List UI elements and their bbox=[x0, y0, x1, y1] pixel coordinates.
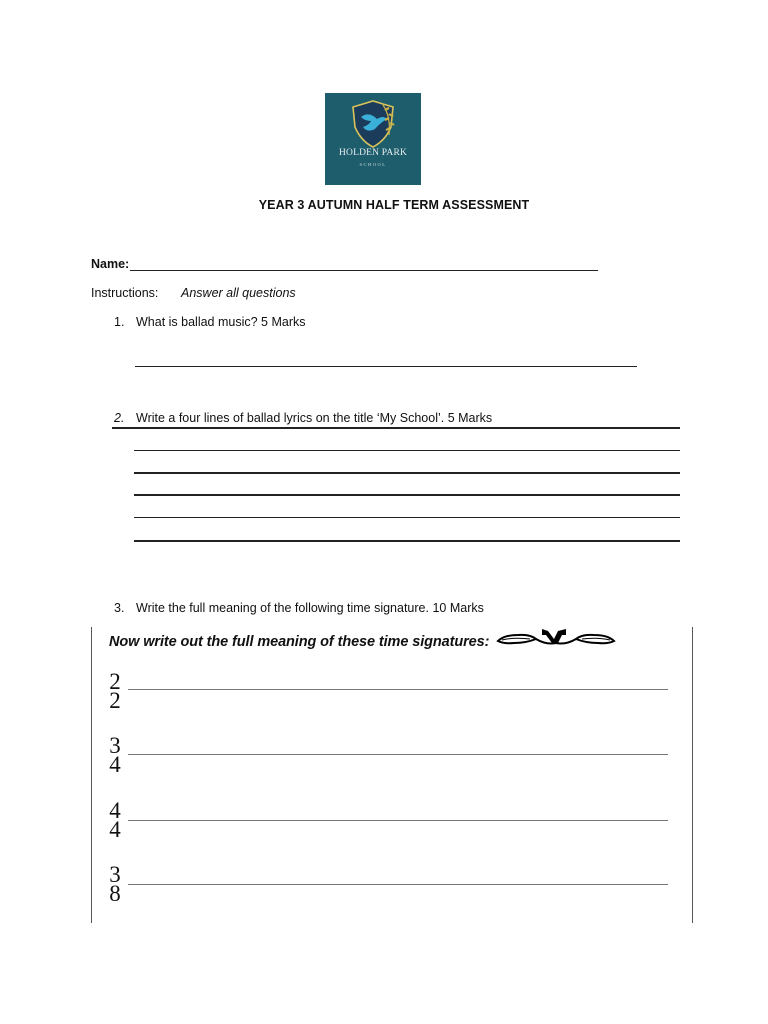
question-2-answer-line[interactable] bbox=[134, 517, 680, 518]
time-signature bbox=[107, 862, 123, 906]
question-2-answer-line[interactable] bbox=[134, 540, 680, 542]
time-signature-answer-line[interactable] bbox=[128, 884, 668, 885]
logo-school-name: HOLDEN PARK bbox=[338, 148, 408, 158]
question-2-answer-line[interactable] bbox=[112, 427, 680, 429]
question-2-answer-line[interactable] bbox=[134, 472, 680, 474]
question-1-answer-line[interactable] bbox=[135, 366, 637, 367]
question-3-number: 3. bbox=[114, 601, 125, 615]
time-signature-bottom: 8 bbox=[109, 881, 121, 906]
time-signature-answer-line[interactable] bbox=[128, 754, 668, 755]
time-signature-bottom: 2 bbox=[109, 688, 121, 713]
time-signature-top: 3 bbox=[109, 733, 121, 758]
question-1-text: What is ballad music? 5 Marks bbox=[136, 315, 306, 329]
question-2-text: Write a four lines of ballad lyrics on the title ‘My School’. 5 Marks bbox=[136, 411, 493, 425]
name-label: Name: bbox=[91, 257, 130, 271]
question-1-number: 1. bbox=[114, 315, 125, 329]
time-signature bbox=[107, 669, 123, 713]
question-2-number: 2. bbox=[114, 411, 125, 425]
time-signature-top: 2 bbox=[109, 669, 121, 694]
instructions-text: Answer all questions bbox=[181, 286, 296, 300]
school-logo bbox=[325, 93, 421, 185]
hands-illustration-icon bbox=[496, 627, 618, 651]
time-signature-answer-line[interactable] bbox=[128, 820, 668, 821]
page-title: YEAR 3 AUTUMN HALF TERM ASSESSMENT bbox=[258, 198, 530, 212]
time-signature-bottom: 4 bbox=[109, 752, 121, 777]
time-signature-top: 4 bbox=[109, 798, 121, 823]
worksheet-heading: Now write out the full meaning of these time signatures: bbox=[109, 634, 490, 650]
question-3-text: Write the full meaning of the following time signature. 10 Marks bbox=[136, 601, 484, 615]
name-answer-line[interactable] bbox=[130, 270, 598, 271]
time-signature-worksheet bbox=[91, 627, 693, 923]
question-2-answer-line[interactable] bbox=[134, 494, 680, 496]
shield-crest-icon bbox=[325, 93, 421, 185]
logo-school-sub: SCHOOL bbox=[359, 162, 387, 167]
time-signature-answer-line[interactable] bbox=[128, 689, 668, 690]
time-signature-top: 3 bbox=[109, 862, 121, 887]
time-signature bbox=[107, 733, 123, 777]
time-signature bbox=[107, 798, 123, 842]
instructions-label: Instructions: bbox=[91, 286, 159, 300]
time-signature-bottom: 4 bbox=[109, 817, 121, 842]
question-2-answer-line[interactable] bbox=[134, 450, 680, 451]
